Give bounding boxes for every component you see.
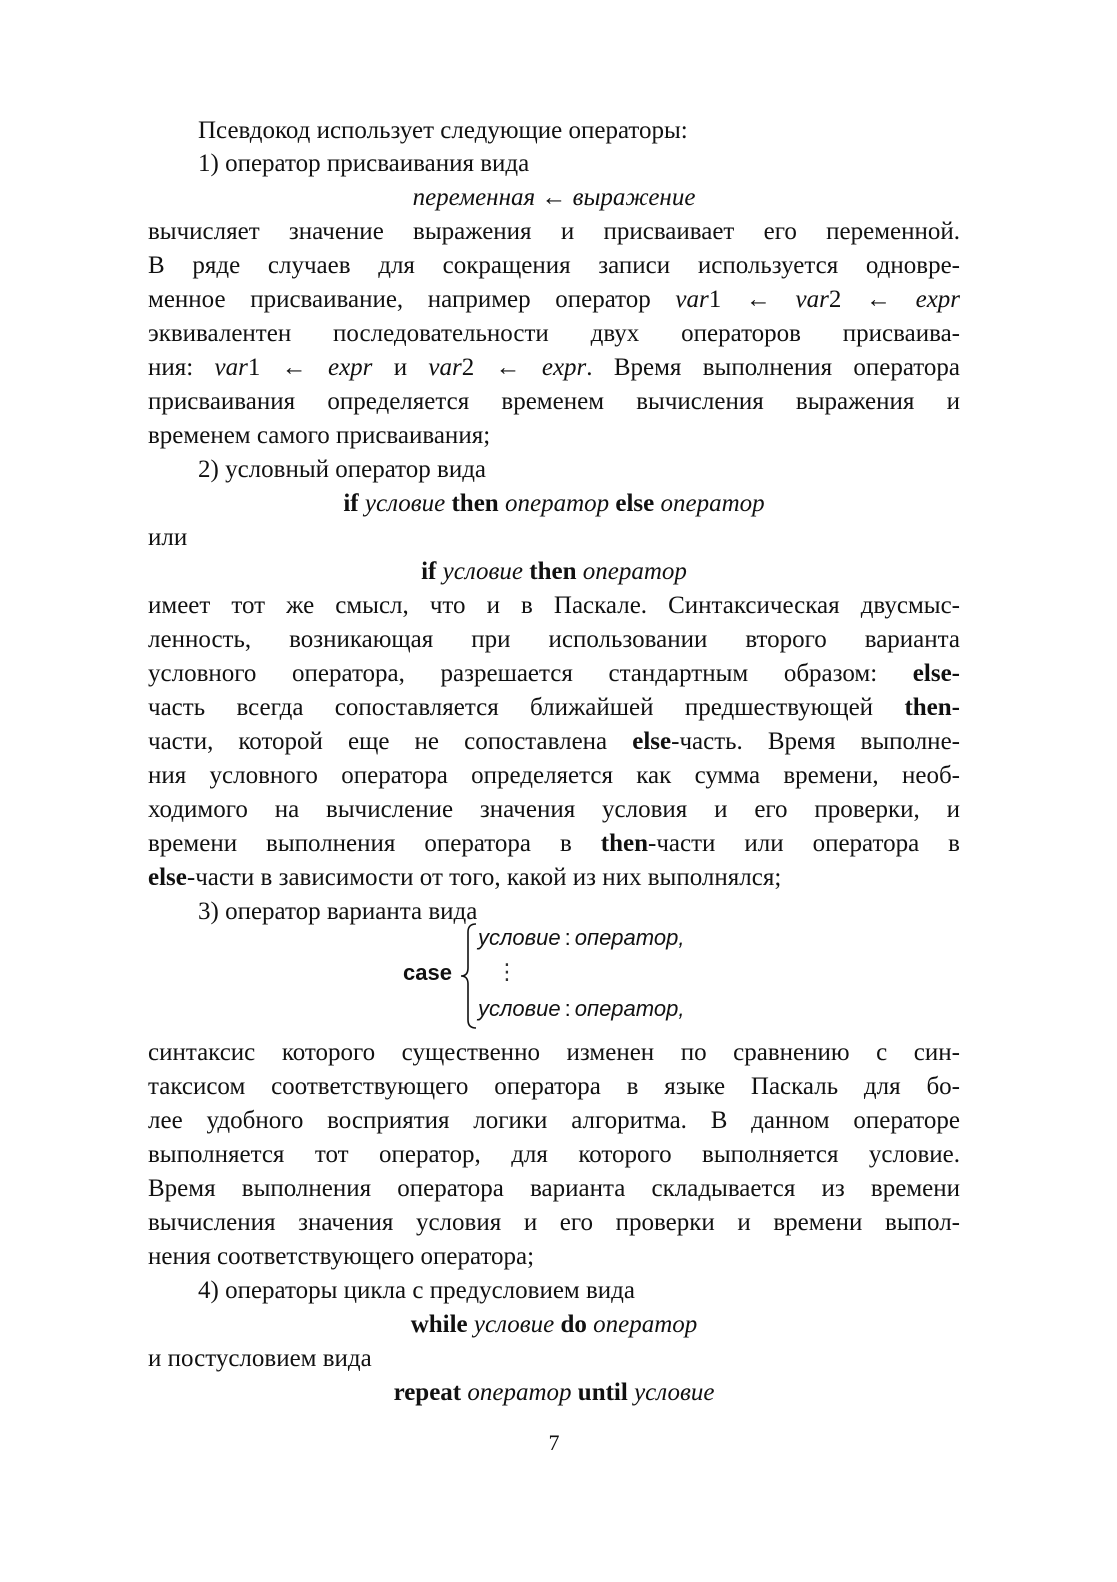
arrow: ← xyxy=(541,184,567,211)
text-line xyxy=(148,1037,960,1069)
text-line xyxy=(148,1343,960,1375)
formula-term: условие xyxy=(634,1379,715,1406)
text: 3) оператор варианта вида xyxy=(198,898,478,925)
formula-term: оператор xyxy=(467,1379,572,1406)
text: Время выполнения оператора варианта складывается из времени xyxy=(148,1175,960,1202)
list-item-heading xyxy=(198,148,960,180)
var: var xyxy=(675,286,709,313)
text-line xyxy=(148,1241,960,1273)
text: ния условного оператора определяется как сумма времени, необ- xyxy=(148,762,960,789)
text: временем самого присваивания; xyxy=(148,422,491,449)
var: var xyxy=(795,286,829,313)
text: части, которой еще не сопоставлена xyxy=(148,728,633,755)
case-keyword: case xyxy=(403,960,452,985)
keyword: else xyxy=(632,728,672,755)
text: 1) оператор присваивания вида xyxy=(198,150,530,177)
text-line xyxy=(148,420,960,452)
page-number: 7 xyxy=(548,1430,560,1455)
keyword: repeat xyxy=(393,1379,462,1406)
text: времени выполнения оператора в xyxy=(148,830,601,857)
text: - xyxy=(951,694,960,721)
text: менное присваивание, например оператор xyxy=(148,286,676,313)
formula-if xyxy=(148,556,960,588)
case-separator: : xyxy=(564,996,571,1021)
text-line xyxy=(148,590,960,622)
text: условного оператора, разрешается стандартным образом: xyxy=(148,660,913,687)
text: - xyxy=(951,660,960,687)
formula-term: оператор xyxy=(504,490,610,517)
text-line xyxy=(148,624,960,656)
left-brace-icon xyxy=(458,922,478,1030)
formula-term: оператор xyxy=(593,1311,698,1338)
keyword: if xyxy=(421,558,437,585)
text-line xyxy=(148,862,960,894)
text: ленность, возникающая при использовании второго варианта xyxy=(148,626,960,653)
text-line xyxy=(148,1173,960,1205)
keyword: then xyxy=(904,694,952,721)
formula-if-else xyxy=(148,488,960,520)
case-condition: условие xyxy=(478,996,561,1021)
text-line xyxy=(148,794,960,826)
text: лее удобного восприятия логики алгоритма. В данном операторе xyxy=(148,1107,960,1134)
formula-var: переменная xyxy=(412,184,536,211)
text: 1 ← xyxy=(247,354,328,381)
formula-repeat xyxy=(148,1377,960,1409)
keyword: else xyxy=(148,864,187,891)
text-line xyxy=(148,386,960,418)
formula-term: условие xyxy=(473,1311,555,1338)
case-condition: условие xyxy=(478,925,561,950)
keyword: if xyxy=(343,490,359,517)
text-line xyxy=(148,1139,960,1171)
list-item-heading xyxy=(198,1275,960,1307)
formula-term: условие xyxy=(364,490,446,517)
keyword: until xyxy=(577,1379,628,1406)
formula-expr: выражение xyxy=(572,184,696,211)
text: 4) операторы цикла с предусловием вида xyxy=(198,1277,635,1304)
keyword: then xyxy=(529,558,577,585)
text-line xyxy=(148,1207,960,1239)
case-ellipsis: ⋮ xyxy=(496,959,518,984)
text: 2) условный оператор вида xyxy=(198,456,487,483)
text-line xyxy=(148,760,960,792)
text: -части или оператора в xyxy=(648,830,960,857)
var: var xyxy=(428,354,462,381)
text: присваивания определяется временем вычисления выражения и xyxy=(148,388,960,415)
text: . Время выполнения оператора xyxy=(586,354,961,381)
var: var xyxy=(214,354,248,381)
text: часть всегда сопоставляется ближайшей предшествующей xyxy=(148,694,905,721)
text: вычисления значения условия и его проверки и времени выпол- xyxy=(148,1209,960,1236)
text-line xyxy=(148,658,960,690)
list-item-heading xyxy=(198,454,960,486)
text-line xyxy=(148,1071,960,1103)
text-line xyxy=(148,692,960,724)
text-line xyxy=(148,250,960,282)
case-separator: : xyxy=(564,925,571,950)
case-row-1 xyxy=(478,924,684,952)
text: вычисляет значение выражения и присваивает его переменной. xyxy=(148,218,960,245)
text-line xyxy=(148,284,960,316)
var: expr xyxy=(327,354,373,381)
keyword: then xyxy=(451,490,499,517)
text: и xyxy=(372,354,429,381)
text-line xyxy=(198,115,960,147)
text-line xyxy=(148,828,960,860)
case-operator: оператор, xyxy=(574,996,685,1021)
case-operator: оператор, xyxy=(574,925,685,950)
text: ходимого на вычисление значения условия и его проверки, и xyxy=(148,796,960,823)
text: нения соответствующего оператора; xyxy=(148,1243,535,1270)
formula-term: оператор xyxy=(660,490,765,517)
text: В ряде случаев для сокращения записи используется одновре- xyxy=(148,252,960,279)
formula-while xyxy=(148,1309,960,1341)
formula-term: оператор xyxy=(582,558,687,585)
text-line xyxy=(148,216,960,248)
text: ния: xyxy=(148,354,215,381)
case-row-2 xyxy=(478,995,684,1023)
text: -часть. Время выполне- xyxy=(671,728,960,755)
keyword: do xyxy=(560,1311,587,1338)
text: эквивалентен последовательности двух операторов присваива- xyxy=(148,320,960,347)
keyword: while xyxy=(410,1311,468,1338)
formula-assignment xyxy=(148,182,960,214)
text-line xyxy=(148,318,960,350)
text-line xyxy=(148,726,960,758)
text: 1 ← xyxy=(708,286,796,313)
formula-term: условие xyxy=(442,558,523,585)
text: таксисом соответствующего оператора в языке Паскаль для бо- xyxy=(148,1073,960,1100)
text: Псевдокод использует следующие операторы: xyxy=(198,117,688,144)
text: выполняется тот оператор, для которого выполняется условие. xyxy=(148,1141,960,1168)
keyword: then xyxy=(600,830,648,857)
text: 2 ← xyxy=(461,354,542,381)
var: expr xyxy=(541,354,587,381)
text: синтаксис которого существенно изменен по сравнению с син- xyxy=(148,1039,960,1066)
text-line xyxy=(148,522,960,554)
text: 2 ← xyxy=(828,286,916,313)
keyword: else xyxy=(615,490,655,517)
keyword: else xyxy=(912,660,952,687)
text: -части в зависимости от того, какой из них выполнялся; xyxy=(186,864,782,891)
text: или xyxy=(148,524,188,551)
var: expr xyxy=(915,286,961,313)
text-line xyxy=(148,1105,960,1137)
text-line xyxy=(148,352,960,384)
text: имеет тот же смысл, что и в Паскале. Синтаксическая двусмыс- xyxy=(148,592,960,619)
text: и постусловием вида xyxy=(148,1345,372,1372)
